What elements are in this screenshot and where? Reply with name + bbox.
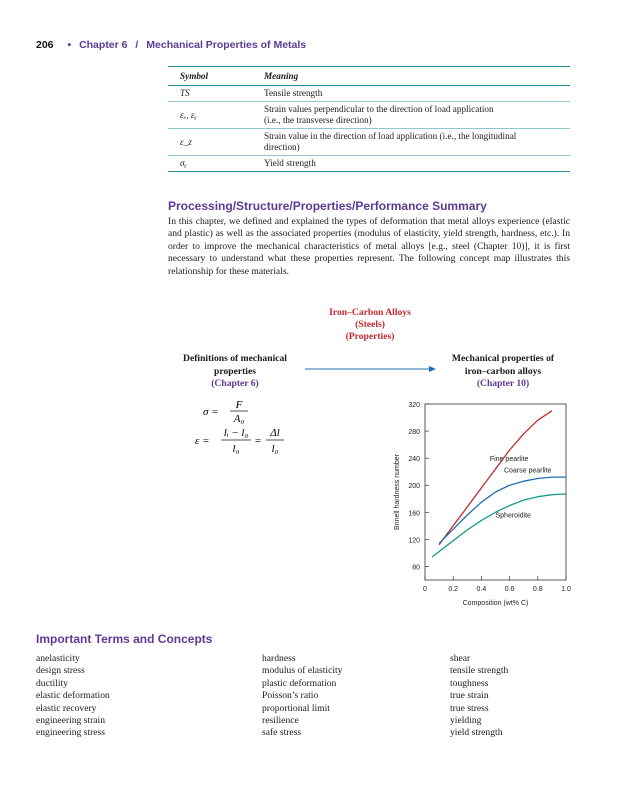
- term-item: proportional limit: [262, 702, 330, 714]
- running-header: [36, 39, 306, 51]
- right-node-line: iron–carbon alloys: [464, 365, 542, 377]
- series-line-fine-pearlite: [439, 411, 552, 545]
- symbol-cell: TS: [168, 86, 264, 102]
- term-item: yielding: [450, 715, 482, 727]
- symbol-table: [168, 66, 570, 172]
- term-item: plastic deformation: [262, 677, 337, 689]
- symbol-column-header: Symbol: [168, 67, 264, 86]
- x-tick-label: 0.8: [532, 586, 543, 593]
- meaning-line: Strain value in the direction of load application (i.e., the longitudinal: [264, 131, 517, 141]
- terms-heading: Important Terms and Concepts: [36, 632, 213, 646]
- table-row: [168, 156, 570, 172]
- y-tick-label: 200: [408, 483, 420, 491]
- header-bullet: •: [67, 39, 72, 51]
- y-tick-label: 320: [408, 402, 420, 409]
- concept-map-right-node: [438, 353, 568, 391]
- left-node-reference: (Chapter 6): [211, 378, 259, 389]
- eq2-denominator: l₀: [232, 443, 240, 455]
- left-node-line: Definitions of mechanical: [183, 353, 287, 364]
- x-tick-label: 0.2: [448, 586, 459, 593]
- meaning-line: Strain values perpendicular to the direction of load application: [264, 104, 494, 114]
- term-item: engineering strain: [36, 715, 105, 727]
- meaning-cell: [264, 129, 570, 156]
- terms-column-2: [262, 653, 342, 740]
- symbol-cell: σᵧ: [168, 156, 264, 172]
- left-node-line: properties: [214, 365, 256, 377]
- series-label: Spheroidite: [495, 512, 531, 520]
- right-node-reference: (Chapter 10): [476, 378, 530, 389]
- term-item: modulus of elasticity: [262, 665, 343, 677]
- y-axis-label: Brinell hardness number: [394, 454, 401, 530]
- center-title: Iron–Carbon Alloys: [329, 307, 411, 318]
- symbol-cell: εₓ, εᵧ: [168, 102, 264, 129]
- term-item: safe stress: [262, 727, 302, 739]
- center-subtitle-2: (Properties): [345, 331, 395, 342]
- table-row: [168, 86, 570, 102]
- right-node-line: Mechanical properties of: [451, 353, 555, 364]
- term-item: design stress: [36, 665, 85, 677]
- meaning-cell: [264, 102, 570, 129]
- x-tick-label: 0: [423, 586, 427, 593]
- series-label: Coarse pearlite: [503, 467, 552, 475]
- term-item: elastic deformation: [36, 690, 110, 702]
- term-item: resilience: [262, 715, 299, 727]
- table-row: [168, 129, 570, 156]
- concept-arrow-icon: [305, 364, 437, 374]
- term-item: true stress: [450, 702, 489, 714]
- chapter-label: Chapter 6: [79, 39, 128, 51]
- terms-column-1: [36, 653, 110, 740]
- term-item: tensile strength: [450, 665, 509, 677]
- term-item: hardness: [262, 653, 296, 664]
- summary-heading: Processing/Structure/Properties/Performance Summary: [168, 199, 487, 213]
- hardness-chart: [385, 398, 580, 616]
- term-item: elastic recovery: [36, 702, 97, 714]
- y-tick-label: 160: [408, 510, 420, 518]
- y-tick-label: 280: [408, 429, 420, 437]
- center-subtitle: (Steels): [355, 319, 385, 330]
- term-item: true strain: [450, 690, 489, 702]
- meaning-line: (i.e., the transverse direction): [264, 115, 372, 125]
- term-item: Poisson’s ratio: [262, 690, 319, 702]
- eq2-numerator-2: Δl: [270, 427, 280, 439]
- meaning-cell: [264, 86, 570, 102]
- meaning-line: direction): [264, 142, 300, 152]
- eq2-equals: =: [255, 435, 262, 447]
- eq1-lhs: σ =: [203, 406, 219, 418]
- meaning-line: Yield strength: [264, 158, 316, 168]
- term-item: toughness: [450, 677, 489, 689]
- eq2-lhs: ε =: [195, 435, 210, 447]
- meaning-cell: [264, 156, 570, 172]
- x-axis-label: Composition (wt% C): [462, 600, 529, 607]
- eq2-numerator: lᵢ − l₀: [223, 427, 249, 439]
- header-slash: /: [135, 39, 139, 51]
- concept-map-left-node: [170, 353, 300, 391]
- meaning-column-header: Meaning: [264, 67, 570, 86]
- term-item: anelasticity: [36, 653, 80, 664]
- y-tick-label: 120: [408, 537, 420, 545]
- term-item: engineering stress: [36, 727, 106, 739]
- term-item: yield strength: [450, 727, 503, 739]
- term-item: ductility: [36, 677, 68, 689]
- terms-column-3: [450, 653, 508, 740]
- summary-paragraph: In this chapter, we defined and explained the types of deformation that metal alloys experience (elastic and plastic) as well as the associated properties (modulus of elasticity, yield strength, hardness, etc.). In order to improve the mechanical characteristics of metal alloys [e.g., steel (Chapter 10)], it is first necessary to understand what these properties represent. The following concept map illustrates this relationship for these materials.: [168, 216, 570, 277]
- chapter-title: Mechanical Properties of Metals: [146, 39, 307, 51]
- series-label: Fine pearlite: [489, 455, 529, 463]
- y-tick-label: 80: [412, 564, 420, 572]
- x-tick-label: 0.4: [476, 586, 487, 593]
- symbol-cell: ε_z: [168, 129, 264, 156]
- meaning-line: Tensile strength: [264, 88, 323, 98]
- stress-strain-equations: [195, 398, 305, 460]
- eq2-denominator-2: l₀: [271, 443, 279, 455]
- y-tick-label: 240: [408, 456, 420, 464]
- table-header-row: [168, 67, 570, 86]
- x-tick-label: 1.0: [561, 586, 571, 593]
- series-line-spheroidite: [432, 494, 566, 557]
- eq1-denominator: A₀: [233, 413, 245, 425]
- eq1-numerator: F: [235, 399, 243, 411]
- table-row: [168, 102, 570, 129]
- x-tick-label: 0.6: [504, 586, 515, 593]
- page-number: 206: [36, 39, 54, 51]
- term-item: shear: [450, 653, 471, 664]
- series-line-coarse-pearlite: [439, 477, 566, 543]
- concept-map-center: [300, 307, 440, 343]
